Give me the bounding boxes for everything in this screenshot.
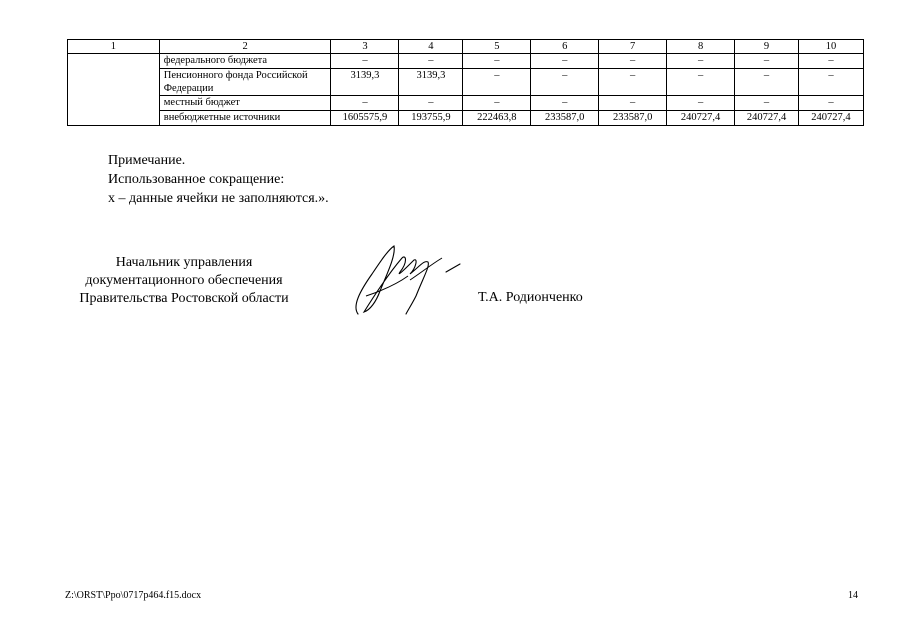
col-header: 6 xyxy=(531,40,599,54)
signer-title xyxy=(64,254,304,308)
source-cell: Пенсионного фонда Российской Федерации xyxy=(159,69,331,96)
col-header: 10 xyxy=(798,40,863,54)
col-header: 5 xyxy=(463,40,531,54)
value-cell: – xyxy=(399,54,463,69)
value-cell: – xyxy=(735,96,799,111)
value-cell: 233587,0 xyxy=(531,111,599,126)
table-row xyxy=(68,96,864,111)
value-cell: – xyxy=(463,96,531,111)
value-cell: – xyxy=(531,96,599,111)
value-cell: – xyxy=(531,69,599,96)
col-header: 9 xyxy=(735,40,799,54)
value-cell: – xyxy=(331,54,399,69)
signature-image xyxy=(350,236,465,321)
value-cell: 240727,4 xyxy=(667,111,735,126)
value-cell: – xyxy=(798,54,863,69)
note-line: Использованное сокращение: xyxy=(108,172,285,187)
note-title: Примечание. xyxy=(108,153,186,168)
value-cell: – xyxy=(399,96,463,111)
budget-table xyxy=(67,39,864,126)
signer-line: Правительства Ростовской области xyxy=(79,291,289,306)
value-cell: 3139,3 xyxy=(399,69,463,96)
value-cell: – xyxy=(667,54,735,69)
source-cell: внебюджетные источники xyxy=(159,111,331,126)
value-cell: – xyxy=(735,54,799,69)
value-cell: – xyxy=(667,69,735,96)
col-header: 3 xyxy=(331,40,399,54)
table-row xyxy=(68,69,864,96)
value-cell: – xyxy=(599,54,667,69)
value-cell: 240727,4 xyxy=(798,111,863,126)
col-header: 2 xyxy=(159,40,331,54)
note-line: х – данные ячейки не заполняются.». xyxy=(108,191,329,206)
file-path: Z:\ORST\Ppo\0717p464.f15.docx xyxy=(65,590,202,601)
signer-line: Начальник управления xyxy=(115,255,253,270)
value-cell: – xyxy=(463,54,531,69)
col-header: 1 xyxy=(68,40,160,54)
merged-cell xyxy=(68,54,160,126)
value-cell: – xyxy=(599,69,667,96)
col-header: 4 xyxy=(399,40,463,54)
table-header-row xyxy=(68,40,864,54)
value-cell: – xyxy=(667,96,735,111)
value-cell: – xyxy=(463,69,531,96)
value-cell: – xyxy=(599,96,667,111)
value-cell: 3139,3 xyxy=(331,69,399,96)
value-cell: 222463,8 xyxy=(463,111,531,126)
value-cell: 233587,0 xyxy=(599,111,667,126)
value-cell: 193755,9 xyxy=(399,111,463,126)
col-header: 8 xyxy=(667,40,735,54)
table-row xyxy=(68,111,864,126)
signer-name: Т.А. Родионченко xyxy=(478,290,583,305)
source-cell: местный бюджет xyxy=(159,96,331,111)
value-cell: – xyxy=(735,69,799,96)
col-header: 7 xyxy=(599,40,667,54)
value-cell: 240727,4 xyxy=(735,111,799,126)
value-cell: – xyxy=(798,69,863,96)
value-cell: – xyxy=(798,96,863,111)
value-cell: – xyxy=(531,54,599,69)
signer-line: документационного обеспечения xyxy=(85,273,283,288)
value-cell: – xyxy=(331,96,399,111)
note-block xyxy=(108,151,329,208)
source-cell: федерального бюджета xyxy=(159,54,331,69)
page-number: 14 xyxy=(848,590,858,601)
value-cell: 1605575,9 xyxy=(331,111,399,126)
table-row xyxy=(68,54,864,69)
